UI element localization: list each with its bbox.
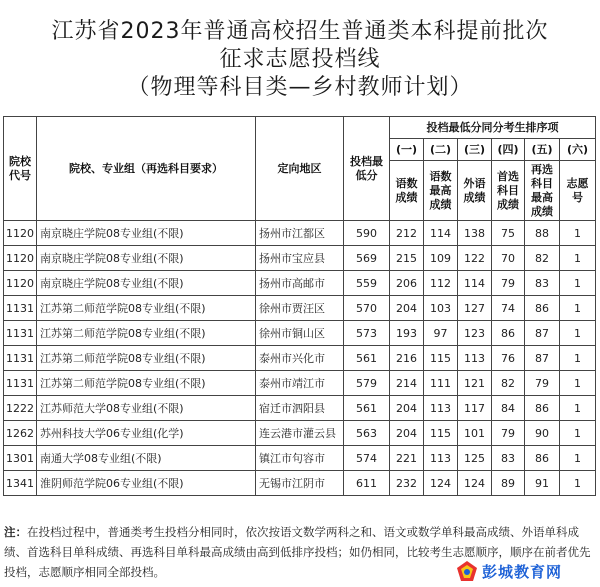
cell-min-score: 569 bbox=[344, 246, 390, 271]
header-min-score: 投档最低分 bbox=[344, 117, 390, 221]
pengcheng-logo-icon bbox=[456, 560, 478, 582]
cell-rank-5: 82 bbox=[525, 246, 560, 271]
rank-col-label: 首选科目成绩 bbox=[492, 161, 525, 221]
cell-rank-2: 113 bbox=[424, 396, 458, 421]
rank-col-number: (六) bbox=[560, 139, 596, 161]
cell-rank-1: 212 bbox=[390, 221, 424, 246]
cell-rank-4: 76 bbox=[492, 346, 525, 371]
rank-col-number: (四) bbox=[492, 139, 525, 161]
cell-region: 泰州市靖江市 bbox=[256, 371, 344, 396]
page-title-line1: 江苏省2023年普通高校招生普通类本科提前批次 bbox=[51, 19, 549, 44]
cell-min-score: 590 bbox=[344, 221, 390, 246]
header-rank-group: 投档最低分同分考生排序项 bbox=[390, 117, 596, 139]
cell-rank-2: 115 bbox=[424, 421, 458, 446]
cell-rank-2: 97 bbox=[424, 321, 458, 346]
table-row bbox=[4, 296, 596, 321]
cell-rank-2: 112 bbox=[424, 271, 458, 296]
table-row bbox=[4, 321, 596, 346]
table-row bbox=[4, 396, 596, 421]
cell-rank-3: 125 bbox=[458, 446, 492, 471]
cell-rank-2: 115 bbox=[424, 346, 458, 371]
cell-rank-6: 1 bbox=[560, 321, 596, 346]
cell-code: 1131 bbox=[4, 321, 37, 346]
cell-rank-3: 123 bbox=[458, 321, 492, 346]
cell-rank-3: 117 bbox=[458, 396, 492, 421]
cell-rank-1: 206 bbox=[390, 271, 424, 296]
cell-rank-3: 122 bbox=[458, 246, 492, 271]
cell-region: 泰州市兴化市 bbox=[256, 346, 344, 371]
table-row bbox=[4, 421, 596, 446]
cell-rank-6: 1 bbox=[560, 271, 596, 296]
cell-min-score: 611 bbox=[344, 471, 390, 496]
cell-rank-5: 86 bbox=[525, 446, 560, 471]
cell-region: 无锡市江阴市 bbox=[256, 471, 344, 496]
table-row bbox=[4, 221, 596, 246]
cell-school: 江苏第二师范学院08专业组(不限) bbox=[37, 321, 256, 346]
rank-col-number: (三) bbox=[458, 139, 492, 161]
cell-rank-5: 91 bbox=[525, 471, 560, 496]
cell-school: 淮阴师范学院06专业组(不限) bbox=[37, 471, 256, 496]
cell-code: 1131 bbox=[4, 296, 37, 321]
cell-rank-2: 124 bbox=[424, 471, 458, 496]
rank-col-label: 语数成绩 bbox=[390, 161, 424, 221]
table-row bbox=[4, 271, 596, 296]
cell-min-score: 563 bbox=[344, 421, 390, 446]
cell-rank-6: 1 bbox=[560, 471, 596, 496]
cell-rank-6: 1 bbox=[560, 346, 596, 371]
cell-rank-4: 86 bbox=[492, 321, 525, 346]
cell-region: 镇江市句容市 bbox=[256, 446, 344, 471]
cell-rank-3: 121 bbox=[458, 371, 492, 396]
cell-code: 1301 bbox=[4, 446, 37, 471]
header-region: 定向地区 bbox=[256, 117, 344, 221]
table-row bbox=[4, 471, 596, 496]
header-school: 院校、专业组（再选科目要求） bbox=[37, 117, 256, 221]
cell-school: 南京晓庄学院08专业组(不限) bbox=[37, 246, 256, 271]
table-row bbox=[4, 346, 596, 371]
cell-rank-6: 1 bbox=[560, 221, 596, 246]
cell-min-score: 559 bbox=[344, 271, 390, 296]
cell-rank-4: 82 bbox=[492, 371, 525, 396]
cell-rank-5: 90 bbox=[525, 421, 560, 446]
cell-rank-5: 87 bbox=[525, 346, 560, 371]
cell-school: 江苏第二师范学院08专业组(不限) bbox=[37, 296, 256, 321]
cell-school: 苏州科技大学06专业组(化学) bbox=[37, 421, 256, 446]
rank-col-number: (一) bbox=[390, 139, 424, 161]
cell-rank-5: 86 bbox=[525, 296, 560, 321]
cell-rank-6: 1 bbox=[560, 446, 596, 471]
footnote-text: 在投档过程中，普通类考生投档分相同时，依次按语文数学两科之和、语文或数学单科最高成绩、外语单科成绩、首选科目单科成绩、再选科目单科最高成绩由高到低排序投档；如仍相同，比较考生志愿顺序，顺序在前者优先投档，志愿顺序相同全部投档。 bbox=[4, 525, 591, 579]
cell-school: 南京晓庄学院08专业组(不限) bbox=[37, 221, 256, 246]
cell-rank-4: 79 bbox=[492, 421, 525, 446]
rank-col-label: 语数最高成绩 bbox=[424, 161, 458, 221]
watermark-text: 彭城教育网 bbox=[482, 562, 563, 581]
cell-rank-4: 84 bbox=[492, 396, 525, 421]
cell-min-score: 574 bbox=[344, 446, 390, 471]
cell-rank-1: 221 bbox=[390, 446, 424, 471]
cell-rank-5: 87 bbox=[525, 321, 560, 346]
cell-code: 1341 bbox=[4, 471, 37, 496]
rank-col-label: 再选科目最高成绩 bbox=[525, 161, 560, 221]
cell-school: 江苏第二师范学院08专业组(不限) bbox=[37, 346, 256, 371]
admission-score-table bbox=[3, 116, 596, 496]
cell-rank-2: 103 bbox=[424, 296, 458, 321]
cell-rank-4: 70 bbox=[492, 246, 525, 271]
cell-rank-2: 114 bbox=[424, 221, 458, 246]
table-row bbox=[4, 371, 596, 396]
cell-region: 扬州市高邮市 bbox=[256, 271, 344, 296]
cell-rank-2: 111 bbox=[424, 371, 458, 396]
cell-region: 宿迁市泗阳县 bbox=[256, 396, 344, 421]
header-code: 院校代号 bbox=[4, 117, 37, 221]
cell-school: 江苏第二师范学院08专业组(不限) bbox=[37, 371, 256, 396]
cell-code: 1131 bbox=[4, 371, 37, 396]
cell-rank-6: 1 bbox=[560, 371, 596, 396]
cell-region: 徐州市贾汪区 bbox=[256, 296, 344, 321]
cell-school: 南京晓庄学院08专业组(不限) bbox=[37, 271, 256, 296]
cell-rank-5: 83 bbox=[525, 271, 560, 296]
cell-rank-6: 1 bbox=[560, 246, 596, 271]
cell-rank-5: 79 bbox=[525, 371, 560, 396]
cell-rank-2: 109 bbox=[424, 246, 458, 271]
cell-min-score: 570 bbox=[344, 296, 390, 321]
cell-rank-5: 88 bbox=[525, 221, 560, 246]
cell-rank-2: 113 bbox=[424, 446, 458, 471]
cell-rank-3: 138 bbox=[458, 221, 492, 246]
cell-min-score: 573 bbox=[344, 321, 390, 346]
cell-rank-1: 215 bbox=[390, 246, 424, 271]
cell-region: 连云港市灌云县 bbox=[256, 421, 344, 446]
cell-rank-1: 216 bbox=[390, 346, 424, 371]
cell-rank-4: 74 bbox=[492, 296, 525, 321]
cell-code: 1120 bbox=[4, 271, 37, 296]
cell-rank-1: 193 bbox=[390, 321, 424, 346]
cell-rank-6: 1 bbox=[560, 421, 596, 446]
cell-region: 扬州市江都区 bbox=[256, 221, 344, 246]
cell-rank-6: 1 bbox=[560, 396, 596, 421]
cell-rank-6: 1 bbox=[560, 296, 596, 321]
cell-rank-3: 124 bbox=[458, 471, 492, 496]
cell-rank-3: 127 bbox=[458, 296, 492, 321]
footnote-label: 注： bbox=[4, 525, 27, 539]
cell-school: 南通大学08专业组(不限) bbox=[37, 446, 256, 471]
rank-col-label: 志愿号 bbox=[560, 161, 596, 221]
cell-rank-1: 214 bbox=[390, 371, 424, 396]
rank-col-number: (五) bbox=[525, 139, 560, 161]
cell-region: 扬州市宝应县 bbox=[256, 246, 344, 271]
cell-rank-3: 101 bbox=[458, 421, 492, 446]
cell-region: 徐州市铜山区 bbox=[256, 321, 344, 346]
cell-rank-5: 86 bbox=[525, 396, 560, 421]
cell-min-score: 579 bbox=[344, 371, 390, 396]
cell-code: 1120 bbox=[4, 246, 37, 271]
rank-col-number: (二) bbox=[424, 139, 458, 161]
cell-min-score: 561 bbox=[344, 346, 390, 371]
cell-rank-4: 75 bbox=[492, 221, 525, 246]
cell-school: 江苏师范大学08专业组(不限) bbox=[37, 396, 256, 421]
cell-rank-1: 204 bbox=[390, 421, 424, 446]
cell-rank-1: 204 bbox=[390, 296, 424, 321]
cell-code: 1120 bbox=[4, 221, 37, 246]
cell-rank-3: 113 bbox=[458, 346, 492, 371]
cell-rank-4: 83 bbox=[492, 446, 525, 471]
cell-code: 1222 bbox=[4, 396, 37, 421]
page-subtitle: （物理等科目类—乡村教师计划） bbox=[127, 75, 473, 100]
watermark bbox=[456, 559, 594, 583]
page-title-line2: 征求志愿投档线 bbox=[219, 47, 381, 72]
cell-rank-4: 89 bbox=[492, 471, 525, 496]
cell-rank-3: 114 bbox=[458, 271, 492, 296]
table-row bbox=[4, 446, 596, 471]
rank-col-label: 外语成绩 bbox=[458, 161, 492, 221]
cell-code: 1131 bbox=[4, 346, 37, 371]
cell-rank-4: 79 bbox=[492, 271, 525, 296]
cell-rank-1: 232 bbox=[390, 471, 424, 496]
cell-min-score: 561 bbox=[344, 396, 390, 421]
cell-code: 1262 bbox=[4, 421, 37, 446]
table-row bbox=[4, 246, 596, 271]
cell-rank-1: 204 bbox=[390, 396, 424, 421]
